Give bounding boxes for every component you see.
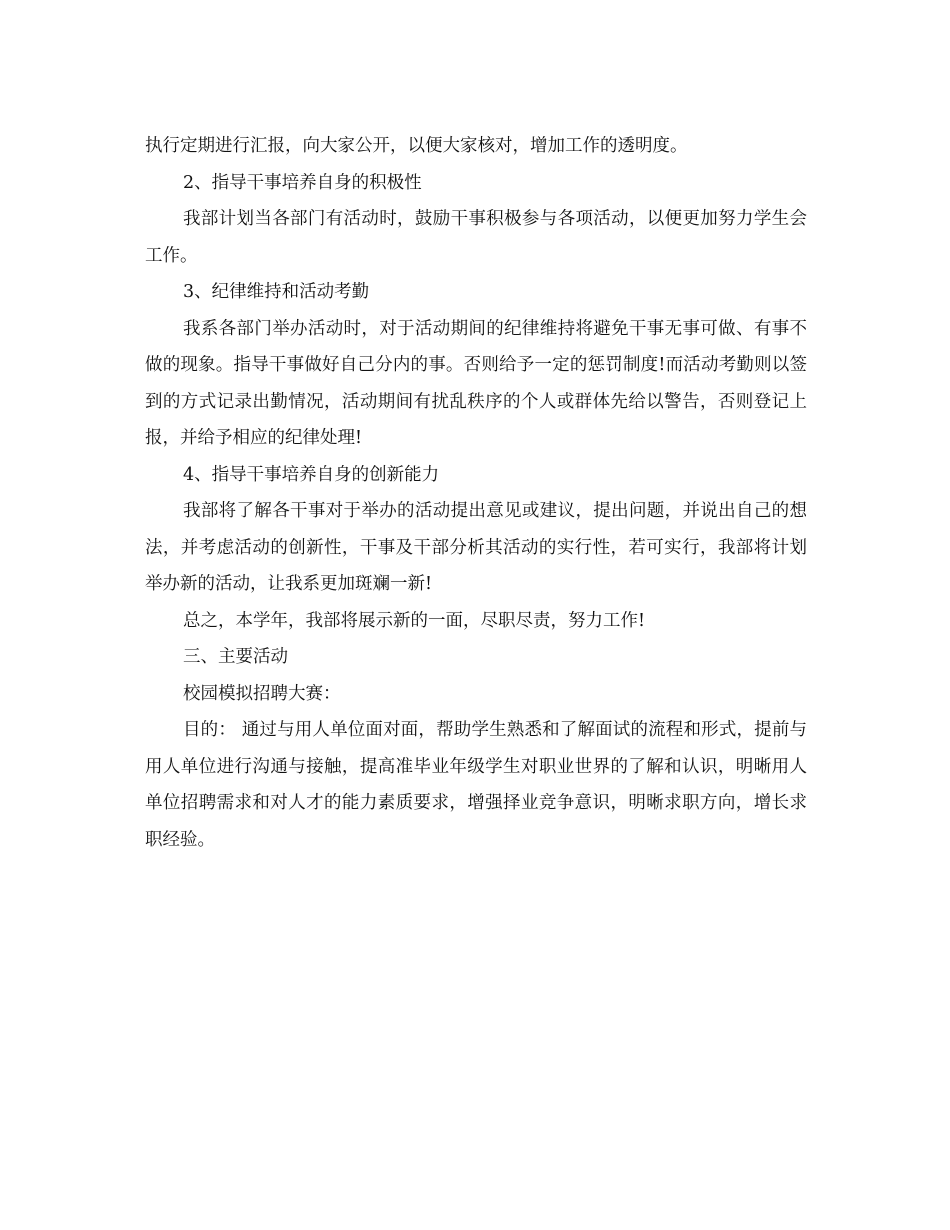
paragraph-summary: 总之，本学年，我部将展示新的一面，尽职尽责，努力工作! [183, 610, 646, 631]
paragraph-purpose: 目的： 通过与用人单位面对面，帮助学生熟悉和了解面试的流程和形式，提前与用人单位进行沟通与接触，提高准毕业年级学生对职业世界的了解和认识，明晰用人单位招聘需求和对人才的能力素质要求，增强择业竞争意识，明晰求职方向，增长求职经验。 [145, 720, 807, 850]
paragraph: 我系各部门举办活动时，对于活动期间的纪律维持将避免干事无事可做、有事不做的现象。指导干事做好自己分内的事。否则给予一定的惩罚制度!而活动考勤则以签到的方式记录出勤情况，活动期间有扰乱秩序的个人或群体先给以警告，否则登记上报，并给予相应的纪律处理! [145, 318, 807, 448]
section-heading-4: 4、指导干事培养自身的创新能力 [183, 464, 440, 485]
paragraph: 我部计划当各部门有活动时，鼓励干事积极参与各项活动，以便更加努力学生会工作。 [145, 209, 807, 266]
document-body [145, 128, 807, 858]
section-heading-3: 3、纪律维持和活动考勤 [183, 282, 370, 302]
activity-title: 校园模拟招聘大赛： [183, 683, 341, 704]
paragraph-continuation: 执行定期进行汇报，向大家公开，以便大家核对，增加工作的透明度。 [145, 136, 688, 156]
section-heading-main-activities: 三、主要活动 [183, 647, 288, 667]
section-heading-2: 2、指导干事培养自身的积极性 [183, 172, 422, 193]
paragraph: 我部将了解各干事对于举办的活动提出意见或建议，提出问题，并说出自己的想法，并考虑活动的创新性，干事及干部分析其活动的实行性，若可实行，我部将计划举办新的活动，让我系更加斑斓一新! [145, 501, 807, 594]
